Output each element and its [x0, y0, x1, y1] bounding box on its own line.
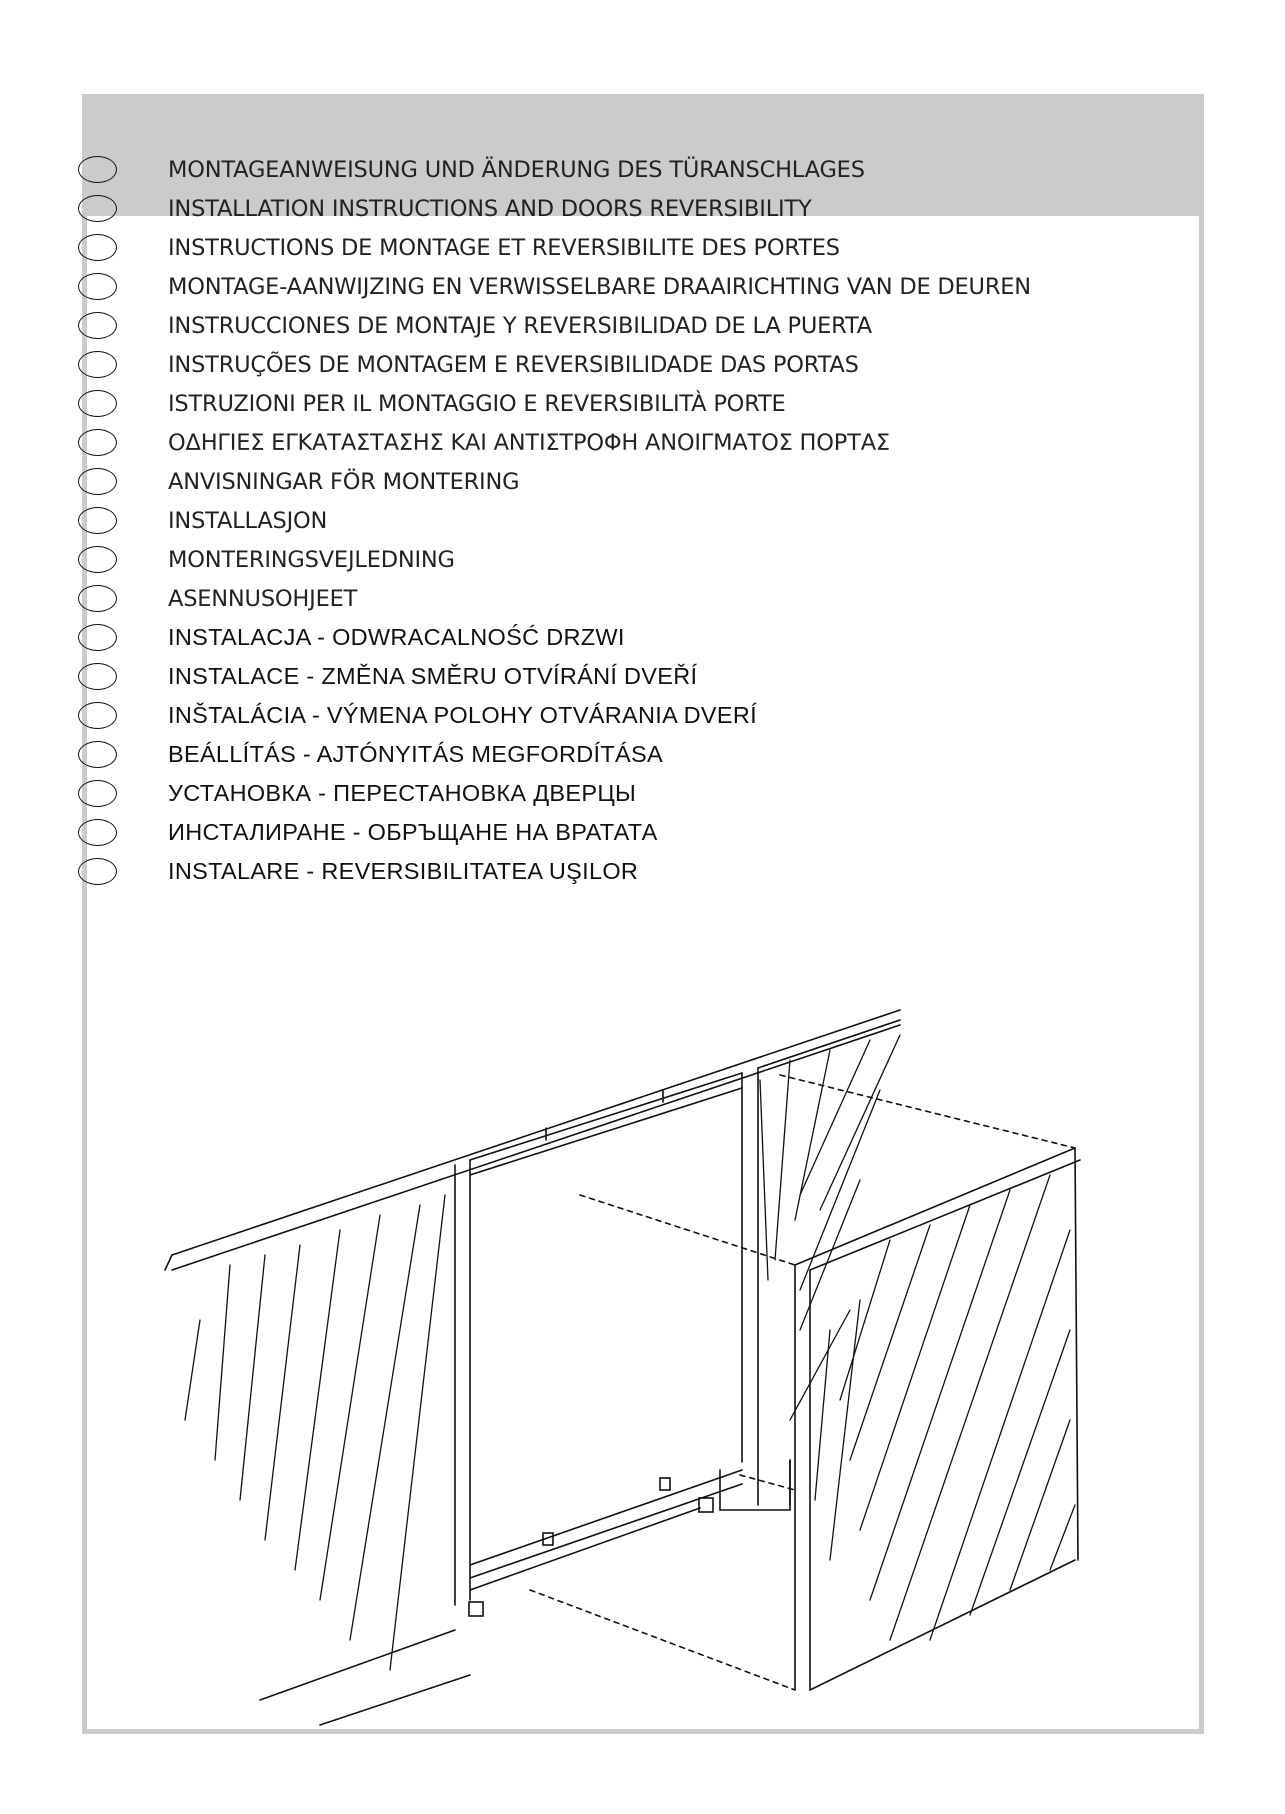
appliance-front [469, 1068, 790, 1616]
language-title: INSTALLASJON [168, 507, 328, 534]
hatching [185, 1035, 1075, 1670]
language-title: INSTALARE - REVERSIBILITATEA UŞILOR [168, 858, 639, 884]
dashed-guides [530, 1075, 1075, 1690]
language-title: ANVISNINGAR FÖR MONTERING [168, 468, 520, 495]
language-title: MONTAGEANWEISUNG UND ÄNDERUNG DES TÜRANSCHLAGES [168, 156, 865, 183]
language-title: INSTRUÇÕES DE MONTAGEM E REVERSIBILIDADE DAS PORTAS [168, 351, 859, 378]
right-side-panel [795, 1148, 1080, 1690]
language-title: ΟΔΗΓΙΕΣ ΕΓΚΑΤΑΣΤΑΣΗΣ ΚΑΙ ΑΝΤΙΣΤΡΟΦΗ ΑΝΟΙΓΜΑΤΟΣ ΠΟΡΤΑΣ [168, 429, 890, 456]
language-title: INSTALACE - ZMĚNA SMĚRU OTVÍRÁNÍ DVEŘÍ [168, 663, 698, 689]
language-title: ISTRUZIONI PER IL MONTAGGIO E REVERSIBILITÀ PORTE [168, 390, 786, 417]
language-title: MONTAGE-AANWIJZING EN VERWISSELBARE DRAAIRICHTING VAN DE DEUREN [168, 273, 1031, 300]
language-title: INSTALACJA - ODWRACALNOŚĆ DRZWI [168, 624, 625, 650]
language-title: BEÁLLÍTÁS - AJTÓNYITÁS MEGFORDÍTÁSA [168, 741, 663, 767]
left-cabinet-panel [260, 1160, 470, 1725]
language-title: INSTRUCTIONS DE MONTAGE ET REVERSIBILITE DES PORTES [168, 234, 840, 261]
language-title: INŠTALÁCIA - VÝMENA POLOHY OTVÁRANIA DVERÍ [168, 702, 757, 728]
language-title: INSTRUCCIONES DE MONTAJE Y REVERSIBILIDAD DE LA PUERTA [168, 312, 872, 339]
language-title: ASENNUSOHJEET [168, 585, 358, 612]
language-title: INSTALLATION INSTRUCTIONS AND DOORS REVERSIBILITY [168, 195, 812, 222]
language-title: MONTERINGSVEJLEDNING [168, 546, 455, 573]
language-title: ИНСТАЛИРАНЕ - ОБРЪЩАНЕ НА ВРАТАТА [168, 819, 658, 845]
language-title: УСТАНОВКА - ПЕРЕСТАНОВКА ДВЕРЦЫ [168, 780, 637, 806]
